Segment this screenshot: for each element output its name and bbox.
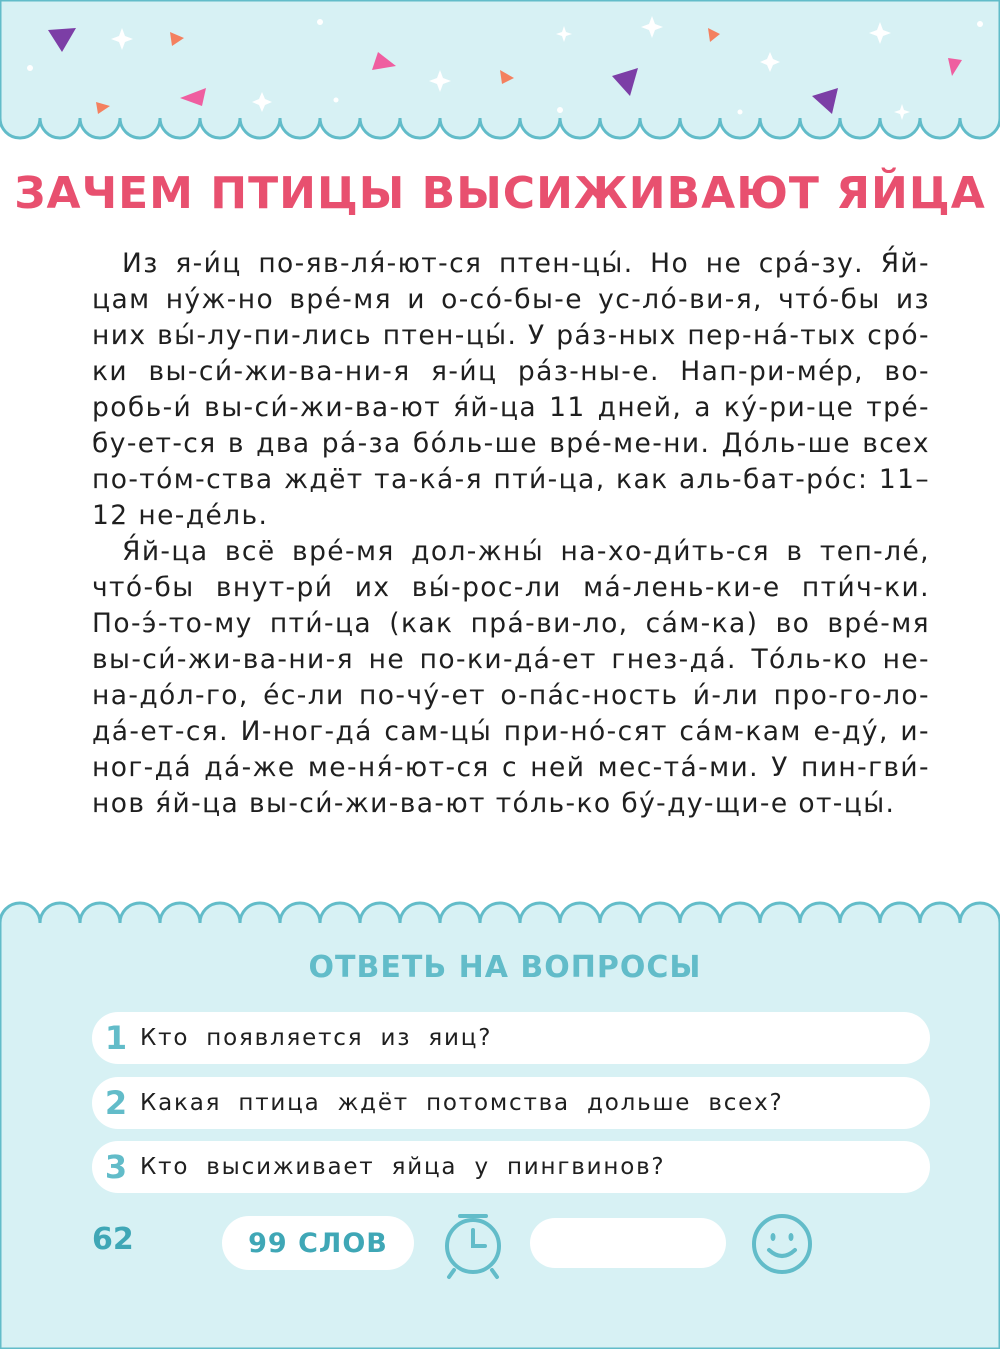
question-text: Какая птица ждёт потомства дольше всех? [140, 1090, 784, 1116]
smiley-face-icon [750, 1212, 814, 1276]
story-text [92, 246, 930, 822]
question-item [92, 1012, 930, 1064]
question-number: 2 [104, 1084, 128, 1122]
question-text: Кто появляется из яиц? [140, 1025, 493, 1051]
question-text: Кто высиживает яйца у пингвинов? [140, 1154, 666, 1180]
question-item [92, 1141, 930, 1193]
page-number: 62 [92, 1222, 134, 1257]
top-decorative-band [0, 0, 1000, 140]
page-title: ЗАЧЕМ ПТИЦЫ ВЫСИЖИВАЮТ ЯЙЦА [14, 168, 986, 219]
reading-time-field[interactable] [530, 1218, 726, 1268]
story-paragraph: Я́й-ца всё вре́-мя дол-жны́ на-хо-ди́ть-ся в теп-ле́, что́-бы внут-ри́ их вы́-рос-ли ма́-лень-ки-е пти́ч-ки. По-э́-то-му пти́-ца (как пра́-ви-ло, са́м-ка) во вре́-мя вы-си́-жи-ва-ни-я не по-ки-да́-ет гнез-да́. То́ль-ко не-на-до́л-го, е́с-ли по-чу́-ет о-па́с-ность и́-ли про-го-ло-да́-ет-ся. И-ног-да́ сам-цы́ при-но́-сят са́м-кам е-ду́, и-ног-да́ да́-же ме-ня́-ют-ся с ней мес-та́-ми. У пин-гви́-нов я́й-ца вы-си́-жи-ва-ют то́ль-ко бу́-ду-щи-е от-цы́. [92, 536, 930, 819]
alarm-clock-icon [440, 1208, 506, 1280]
top-scalloped-edge [0, 0, 1000, 138]
story-paragraph: Из я-и́ц по-яв-ля́-ют-ся птен-цы́. Но не сра́-зу. Я́й-цам ну́ж-но вре́-мя и о-со́-бы-е ус-ло́-ви-я, что́-бы из них вы́-лу-пи-лись птен-цы́. У ра́з-ных пер-на́-тых сро́-ки вы-си́-жи-ва-ни-я я-и́ц ра́з-ны-е. Нап-ри-ме́р, во-робь-и́ вы-си́-жи-ва-ют я́й-ца 11 дней, а ку́-ри-це тре́-бу-ет-ся в два ра́-за бо́ль-ше вре́-ме-ни. До́ль-ше всех по-то́м-ства ждёт та-ка́-я пти́-ца, как аль-бат-ро́с: 11–12 не-де́ль. [92, 248, 930, 531]
word-count-badge: 99 СЛОВ [222, 1216, 414, 1270]
questions-title: ОТВЕТЬ НА ВОПРОСЫ [308, 950, 702, 985]
question-number: 3 [104, 1148, 128, 1186]
question-item [92, 1077, 930, 1129]
question-number: 1 [104, 1019, 128, 1057]
